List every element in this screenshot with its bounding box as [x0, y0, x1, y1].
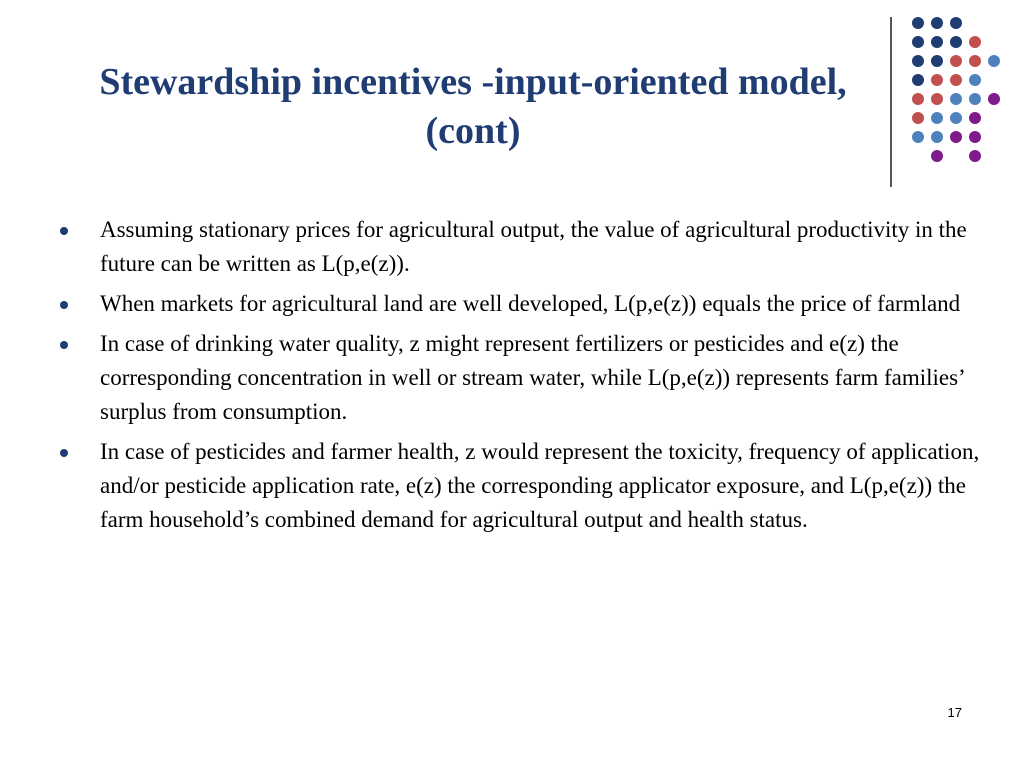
dot: [912, 74, 924, 86]
dot: [950, 55, 962, 67]
dot: [931, 93, 943, 105]
bullet-dot-icon: [60, 341, 68, 349]
dot: [988, 55, 1000, 67]
dot: [988, 93, 1000, 105]
list-item: [60, 287, 980, 321]
dot: [969, 74, 981, 86]
bullet-dot-icon: [60, 449, 68, 457]
slide-title: [40, 58, 906, 156]
dot: [950, 74, 962, 86]
list-item: [60, 435, 980, 537]
dot: [969, 131, 981, 143]
dot: [969, 150, 981, 162]
dot: [950, 112, 962, 124]
dot: [912, 93, 924, 105]
dot: [969, 93, 981, 105]
bullet-dot-icon: [60, 227, 68, 235]
title-divider-line: [890, 17, 892, 187]
dot: [950, 93, 962, 105]
slide-title-line2: (cont): [425, 110, 521, 152]
bullet-list: [60, 213, 980, 543]
dot: [969, 36, 981, 48]
dot: [950, 131, 962, 143]
dot: [912, 55, 924, 67]
dot: [912, 131, 924, 143]
bullet-text: In case of drinking water quality, z might represent fertilizers or pesticides and e(z) the corresponding concentration in well or stream water, while L(p,e(z)) represents farm families’ surplus from consumption.: [100, 331, 964, 424]
dot: [931, 131, 943, 143]
dot: [950, 36, 962, 48]
decorative-dot-grid: [910, 14, 1010, 164]
slide-title-line1: Stewardship incentives -input-oriented model,: [99, 61, 847, 103]
dot: [969, 112, 981, 124]
list-item: [60, 327, 980, 429]
dot: [931, 17, 943, 29]
dot: [931, 150, 943, 162]
bullet-text: Assuming stationary prices for agricultural output, the value of agricultural productivity in the future can be written as L(p,e(z)).: [100, 217, 967, 276]
dot: [912, 36, 924, 48]
list-item: [60, 213, 980, 281]
bullet-text: In case of pesticides and farmer health, z would represent the toxicity, frequency of application, and/or pesticide application rate, e(z) the corresponding applicator exposure, and L(p,e(z)) the farm household’s combined demand for agricultural output and health status.: [100, 439, 980, 532]
dot: [912, 112, 924, 124]
dot: [931, 36, 943, 48]
dot: [931, 55, 943, 67]
bullet-text: When markets for agricultural land are well developed, L(p,e(z)) equals the price of farmland: [100, 291, 961, 316]
page-number: 17: [947, 705, 962, 720]
dot: [950, 17, 962, 29]
bullet-dot-icon: [60, 301, 68, 309]
dot: [931, 74, 943, 86]
dot: [912, 17, 924, 29]
dot: [969, 55, 981, 67]
dot: [931, 112, 943, 124]
